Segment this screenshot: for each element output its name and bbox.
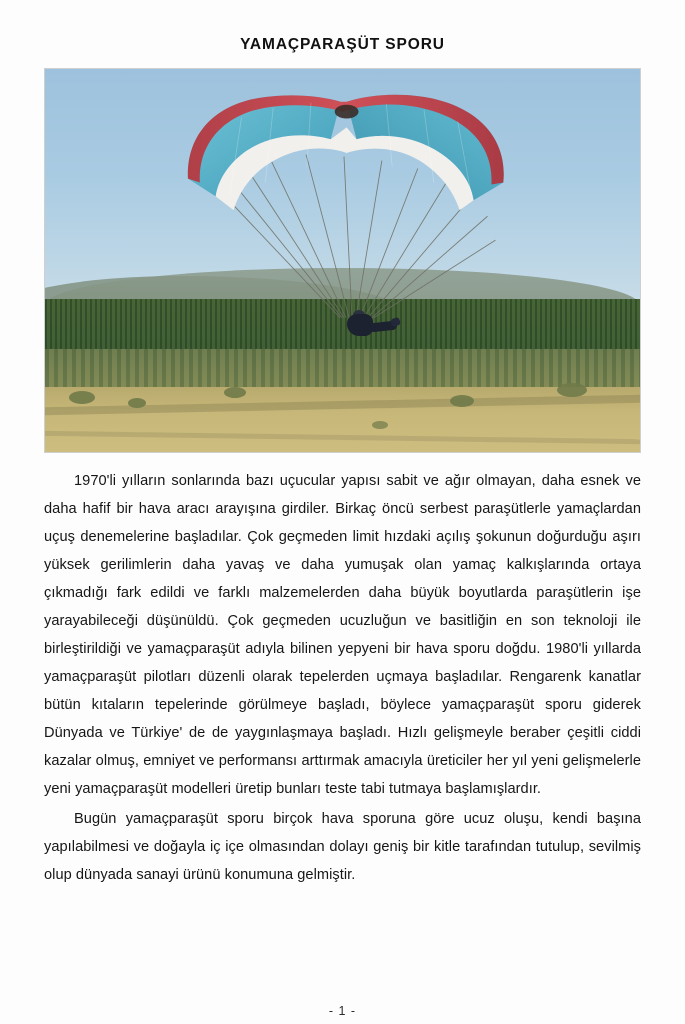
paraglider-canopy xyxy=(182,88,509,226)
page-number: - 1 - xyxy=(328,1004,357,1018)
paragraph-1: 1970'li yılların sonlarında bazı uçucular yapısı sabit ve ağır olmayan, daha esnek ve daha hafif bir hava aracı arayışına girdiler. Birkaç öncü serbest paraşütlerle yamaçlardan uçuş denemelerine başladılar. Çok geçmeden limit hızdaki açılış şokunun doğurduğu aşırı yüksek gerilimlerin daha yavaş ve daha yumuşak olan yamaç kalkışlarında ortaya çıkmadığı fark edildi ve farklı malzemelerden daha büyük boyutlarda paraşütlerin işe yarayabileceği düşünüldü. Çok geçmeden ucuzluğun ve basitliğin en son teknoloji ile birleştirildiği ve yamaçparaşüt adıyla bilinen yepyeni bir hava sporu doğdu. 1980'li yıllarda yamaçparaşüt pilotları düzenli olarak tepelerden uçmaya başladılar. Rengarenk kanatlar bütün kıtaların tepelerinde görülmeye başladı, böylece yamaçparaşüt sporu giderek Dünyada ve Türkiye' de de yaygınlaşmaya başladı. Hızlı gelişmeyle beraber çeşitli ciddi kazalar olmuş, emniyet ve performansı arttırmak amacıyla üreticiler her yıl yeni gelişmelerle yeni yamaçparaşüt modelleri üretip bunları teste tabi tutmaya başlamışlardır. xyxy=(44,473,641,798)
article-body xyxy=(44,453,641,889)
paraglider-photo xyxy=(44,68,641,453)
page-title: YAMAÇPARAŞÜT SPORU xyxy=(240,36,445,53)
pilot-figure xyxy=(337,310,399,344)
paragraph-2: Bugün yamaçparaşüt sporu birçok hava sporuna göre ucuz oluşu, kendi başına yapılabilmesi ve doğayla iç içe olmasından dolayı geniş bir kitle tarafından tutulup, sevilmiş olup dünyada sanayi ürünü konumuna gelmiştir. xyxy=(44,811,641,884)
